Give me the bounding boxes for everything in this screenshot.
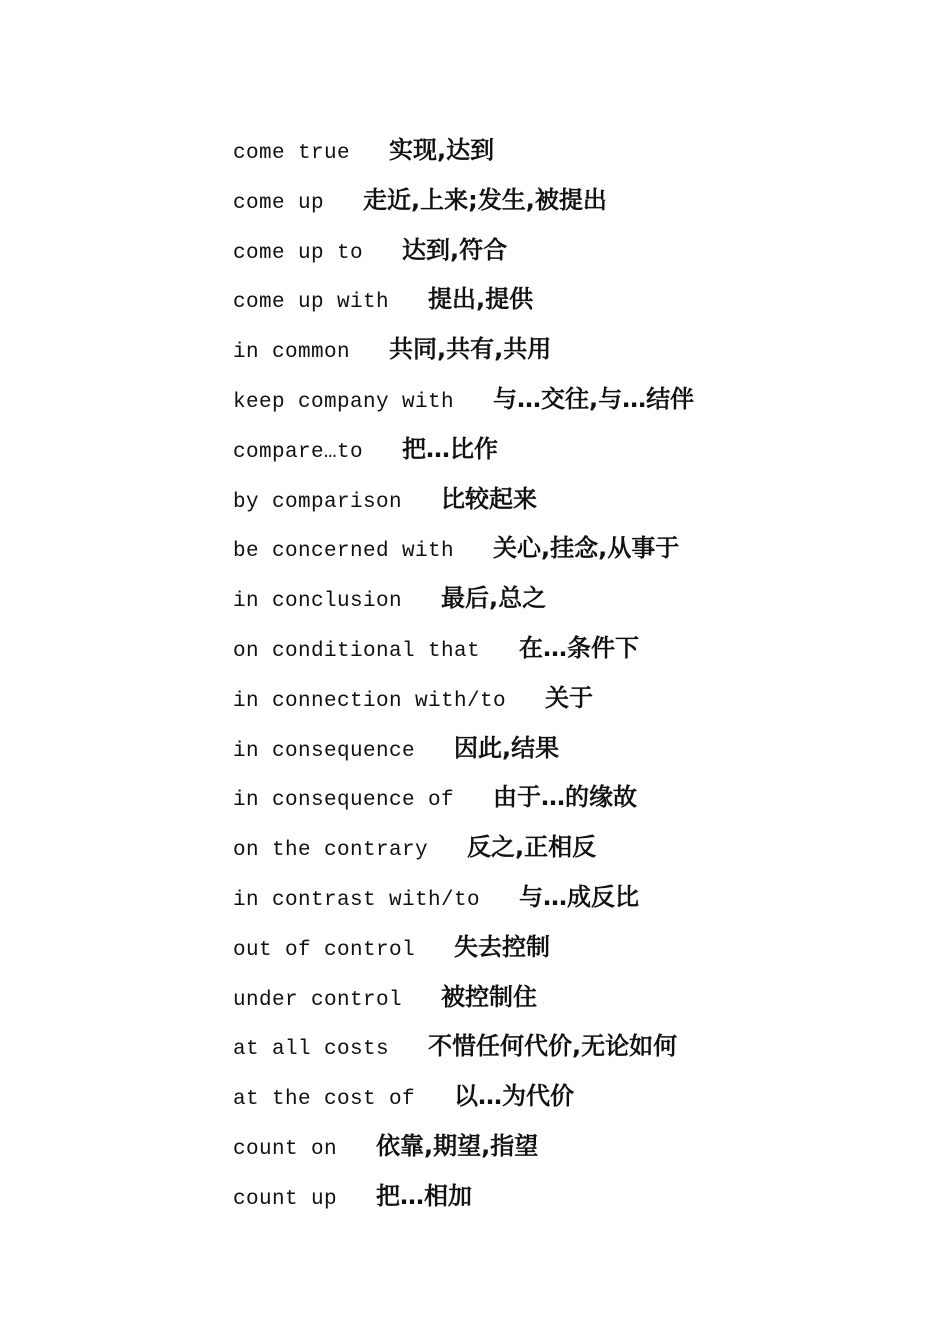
chinese-meaning: 与…成反比 [519,882,640,911]
chinese-meaning: 走近,上来;发生,被提出 [363,185,607,214]
chinese-meaning: 以…为代价 [454,1082,575,1111]
english-phrase: in contrast with/to [233,888,481,912]
phrase-entry [233,1124,694,1174]
phrase-entry [233,228,694,278]
chinese-meaning: 实现,达到 [389,136,495,164]
english-phrase: on the contrary [233,839,429,863]
chinese-meaning: 因此,结果 [454,733,560,762]
phrase-entry [233,477,694,527]
phrase-entry [233,327,694,377]
phrase-entry [233,825,694,875]
chinese-meaning: 把…比作 [402,434,499,463]
english-phrase: count up [233,1187,338,1211]
phrase-entry [233,1174,694,1224]
english-phrase: on conditional that [233,639,481,663]
phrase-entry [233,726,694,776]
chinese-meaning: 最后,总之 [441,584,547,613]
english-phrase: come up to [233,241,364,265]
english-phrase: at all costs [233,1038,390,1062]
chinese-meaning: 不惜任何代价,无论如何 [428,1032,678,1061]
chinese-meaning: 失去控制 [454,932,551,961]
chinese-meaning: 依靠,期望,指望 [376,1131,539,1160]
english-phrase: keep company with [233,390,455,414]
phrase-entry [233,626,694,676]
chinese-meaning: 被控制住 [441,982,538,1011]
english-phrase: by comparison [233,490,403,514]
english-phrase: in conclusion [233,590,403,614]
english-phrase: out of control [233,938,416,962]
phrase-entry [233,576,694,626]
phrase-entry [233,1024,694,1074]
phrase-entry [233,676,694,726]
english-phrase: in consequence of [233,789,455,813]
phrase-entry [233,128,694,178]
english-phrase: be concerned with [233,540,455,564]
chinese-meaning: 与…交往,与…结伴 [493,384,695,413]
english-phrase: under control [233,988,403,1012]
phrase-entry [233,875,694,925]
phrase-entry [233,925,694,975]
english-phrase: in common [233,341,351,365]
chinese-meaning: 比较起来 [441,484,538,513]
chinese-meaning: 达到,符合 [402,235,508,264]
english-phrase: compare…to [233,440,364,464]
english-phrase: come up with [233,291,390,315]
phrase-entry [233,427,694,477]
phrase-entry [233,377,694,427]
english-phrase: count on [233,1137,338,1161]
chinese-meaning: 提出,提供 [428,285,534,314]
chinese-meaning: 关于 [545,683,594,712]
phrase-entry [233,1074,694,1124]
english-phrase: in connection with/to [233,689,507,713]
chinese-meaning: 共同,共有,共用 [389,335,552,364]
english-phrase: come up [233,191,325,215]
english-phrase: in consequence [233,739,416,763]
phrase-entry [233,775,694,825]
chinese-meaning: 在…条件下 [519,633,640,662]
phrase-entry [233,975,694,1025]
chinese-meaning: 由于…的缘故 [493,783,638,812]
english-phrase: come true [233,142,351,165]
chinese-meaning: 把…相加 [376,1181,473,1210]
english-phrase: at the cost of [233,1088,416,1112]
phrase-entry [233,526,694,576]
phrase-list [233,128,694,1224]
chinese-meaning: 关心,挂念,从事于 [493,534,680,563]
phrase-entry [233,277,694,327]
chinese-meaning: 反之,正相反 [467,833,597,862]
phrase-entry [233,178,694,228]
